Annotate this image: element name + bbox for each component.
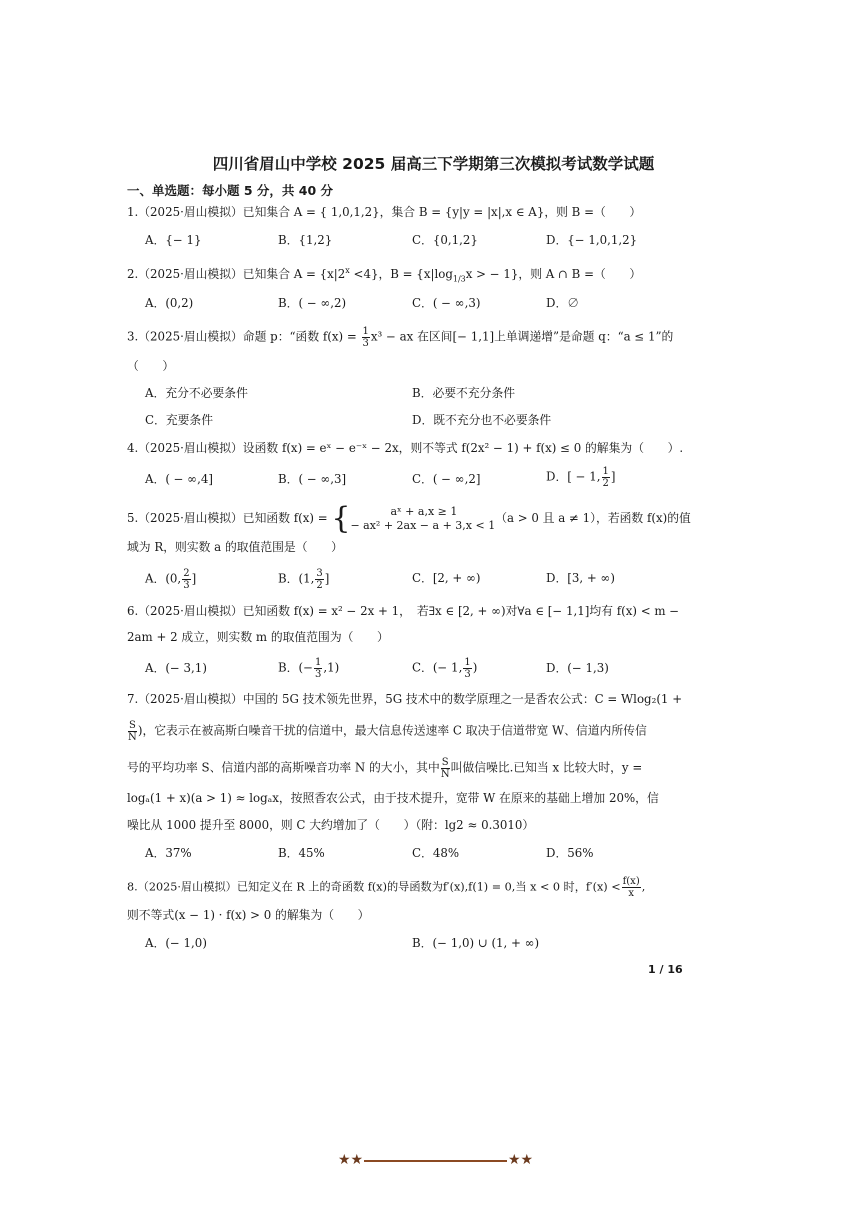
q3-option-a: A．充分不必要条件 [145, 386, 248, 400]
q3-option-c: C．充要条件 [145, 413, 214, 427]
q5-option-d: D．[3, + ∞) [546, 571, 615, 585]
q3-option-d: D．既不充分也不必要条件 [412, 413, 552, 427]
question-8-cont: 则不等式(x − 1) · f(x) > 0 的解集为（ ） [127, 908, 370, 922]
star-icon: ★★ [508, 1152, 534, 1168]
page-number: 1 / 16 [648, 963, 683, 976]
q6-option-c: C．(− 1, $\frac{1}{3}$ ) [412, 657, 478, 680]
q2-option-c: C．( − ∞,3) [412, 296, 481, 310]
q4-option-c: C．( − ∞,2] [412, 472, 481, 486]
q5-option-a: A．(0, $\frac{2}{3}$ ] [145, 568, 197, 591]
q1-option-b: B．{1,2} [278, 233, 333, 247]
q6-option-a: A．(− 3,1) [145, 661, 207, 675]
q2-option-a: A．(0,2) [145, 296, 194, 310]
q7-option-b: B．45% [278, 846, 325, 860]
question-6: 6.（2025·眉山模拟）已知函数 f(x) = x² − 2x + 1， 若∃x ∈ [2, + ∞)对∀a ∈ [− 1,1]均有 f(x) < m − [127, 604, 680, 618]
question-3-cont: （ ） [127, 359, 175, 373]
question-1: 1.（2025·眉山模拟）已知集合 A = { 1,0,1,2}，集合 B = {y|y = |x|,x ∈ A}，则 B =（ ） [127, 205, 642, 219]
question-7-line-4: logₐ(1 + x)(a > 1) ≈ logₐx，按照香农公式，由于技术提升，宽带 W 在原来的基础上增加 20%，信 [127, 791, 659, 805]
q1-option-d: D．{− 1,0,1,2} [546, 233, 638, 247]
q5-option-c: C．[2, + ∞) [412, 571, 481, 585]
q4-option-b: B．( − ∞,3] [278, 472, 347, 486]
question-5: 5.（2025·眉山模拟）已知函数 f(x) = { aˣ + a,x ≥ 1 − ax² + 2ax − a + 3,x < 1 （a > 0 且 a ≠ 1），若函数 f(x)的值 [127, 501, 691, 536]
q4-option-d: D．[ − 1, $\frac{1}{2}$ ] [546, 466, 616, 489]
piecewise-function: aˣ + a,x ≥ 1 − ax² + 2ax − a + 3,x < 1 [350, 505, 496, 532]
q5-option-b: B．(1, $\frac{3}{2}$ ] [278, 568, 330, 591]
q8-option-a: A．(− 1,0) [145, 936, 207, 950]
q1-option-c: C．{0,1,2} [412, 233, 478, 247]
q1-option-a: A．{− 1} [145, 233, 202, 247]
q4-option-a: A．( − ∞,4] [145, 472, 213, 486]
q6-option-b: B．(− $\frac{1}{3}$ ,1) [278, 657, 340, 680]
question-2: 2.（2025·眉山模拟）已知集合 $A = \{x|2^x <4\}$，$B = \{x|\log_{1/3}x$ > − 1}，则 A ∩ B =（ ） [127, 266, 642, 284]
q3-option-b: B．必要不充分条件 [412, 386, 516, 400]
question-7-line-5: 噪比从 1000 提升至 8000，则 C 大约增加了（ ）（附：lg2 ≈ 0.3010） [127, 818, 535, 832]
footer-ornament [338, 1151, 533, 1169]
question-7-line-3: 号的平均功率 S、信道内部的高斯噪音功率 N 的大小，其中 $\frac{S}{N}$ 叫做信噪比.已知当 x 比较大时，y = [127, 757, 643, 780]
question-8: 8.（2025·眉山模拟）已知定义在 R 上的奇函数 f(x)的导函数为f′(x),f(1) = 0,当 x < 0 时，f′(x) < $\frac{f(x)}{x}$ , [127, 876, 646, 899]
question-5-cont: 域为 R，则实数 a 的取值范围是（ ） [127, 540, 343, 554]
q2-option-b: B．( − ∞,2) [278, 296, 347, 310]
q2-option-d: D．∅ [546, 296, 580, 310]
q8-option-b: B．(− 1,0) ∪ (1, + ∞) [412, 936, 540, 950]
section-heading: 一、单选题：每小题 5 分，共 40 分 [127, 183, 334, 198]
question-4: 4.（2025·眉山模拟）设函数 f(x) = eˣ − e⁻ˣ − 2x，则不等式 f(2x² − 1) + f(x) ≤ 0 的解集为（ ）. [127, 441, 684, 455]
question-7-line-2: $\frac{S}{N}$ )，它表示在被高斯白噪音干扰的信道中，最大信息传送速率 C 取决于信道带宽 W、信道内所传信 [128, 720, 647, 743]
q7-option-a: A．37% [145, 846, 192, 860]
fraction: $\frac{1}{3}$ [362, 326, 369, 349]
star-icon: ★★ [338, 1152, 364, 1168]
question-7: 7.（2025·眉山模拟）中国的 5G 技术领先世界，5G 技术中的数学原理之一是香农公式：C = Wlog₂(1 + [127, 692, 683, 706]
question-6-cont: 2am + 2 成立，则实数 m 的取值范围为（ ） [127, 630, 389, 644]
q6-option-d: D．(− 1,3) [546, 661, 609, 675]
q7-option-c: C．48% [412, 846, 460, 860]
divider [364, 1160, 507, 1162]
page-title: 四川省眉山中学校 2025 届高三下学期第三次模拟考试数学试题 [212, 155, 655, 173]
question-3: 3.（2025·眉山模拟）命题 p：“函数 f(x) = $\frac{1}{3}$ x³ − ax 在区间[− 1,1]上单调递增”是命题 q：“a ≤ 1”的 [127, 326, 674, 349]
q7-option-d: D．56% [546, 846, 594, 860]
